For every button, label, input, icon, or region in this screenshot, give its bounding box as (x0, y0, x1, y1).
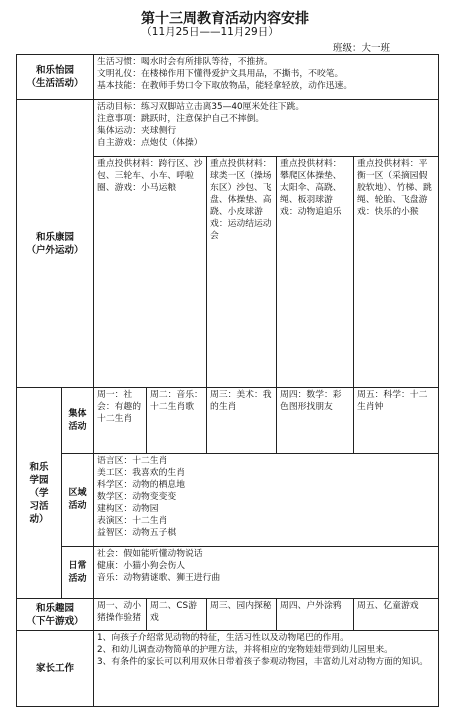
sports-area-cell: 重点投供材料：跨行区、沙包、三轮车、小车、呼啦圈、游戏：小马运粮 (94, 157, 207, 388)
area-line: 益智区：动物五子棋 (97, 528, 177, 538)
play-day-cell: 周三、园内探秘 (207, 599, 277, 631)
life-row (17, 55, 439, 100)
play-row (17, 599, 439, 631)
group-activity-label: 集体 活动 (62, 388, 94, 454)
area-line: 建构区：动物园 (97, 504, 159, 514)
learning-group-row (17, 388, 439, 454)
daily-activity-content (94, 547, 439, 599)
parents-line: 2、和幼儿调查动物简单的护理方法，并将相应的宠物娃娃带到幼儿园里来。 (97, 645, 393, 655)
group-day-cell: 周五：科学：十二生肖钟 (354, 388, 439, 454)
date-range: （11月25日——11月29日） (141, 26, 279, 38)
area-line: 科学区：动物的栖息地 (97, 480, 185, 490)
sports-line: 活动目标：练习双脚站立击离35—40厘米处往下跳。 (97, 102, 305, 112)
life-line: 文明礼仪：在楼梯作用下懂得爱护文具用品，不撕书，不咬笔。 (97, 69, 344, 79)
group-day-cell: 周一：社会：有趣的十二生肖 (94, 388, 147, 454)
life-line: 基本技能：在教师手势口令下取放物品，能轻拿轻放，动作迅速。 (97, 81, 353, 91)
learning-section-label: 和乐 学园 （学 习活 动） (17, 388, 62, 599)
sports-line: 注意事项：跳跃时，注意保护自己不摔倒。 (97, 114, 265, 124)
sports-area-cell: 重点投供材料：平衡一区（采摘园假胶软地）、竹梯、跳绳、轮胎、飞盘游戏：快乐的小猴 (354, 157, 439, 388)
play-day-cell: 周二、CS游戏 (147, 599, 207, 631)
sports-section-label: 和乐康园 （户外运动） (17, 100, 94, 388)
page-title: 第十三周教育活动内容安排 (141, 11, 309, 27)
daily-line: 社会：假如能听懂动物说话 (97, 549, 203, 559)
parents-content (94, 631, 439, 707)
play-day-cell: 周四、户外涂鸦 (277, 599, 354, 631)
sports-line: 自主游戏：点炮仗（体操） (97, 138, 203, 148)
parents-section-label: 家长工作 (17, 631, 94, 707)
group-day-cell: 周四：数学：彩色图形找朋友 (277, 388, 354, 454)
class-name: 班级：大一班 (332, 43, 390, 54)
schedule-table (16, 54, 439, 707)
life-content (94, 55, 439, 100)
sports-area-cell: 重点投供材料：攀爬区体操垫、太阳伞、高跷、绳、板羽球游戏：动物追追乐 (277, 157, 354, 388)
life-section-label: 和乐怡园 （生活活动） (17, 55, 94, 100)
group-day-cell: 周二：音乐：十二生肖歌 (147, 388, 207, 454)
sports-goal-row (17, 100, 439, 157)
play-day-cell: 周一、动小猪操作验猪 (94, 599, 147, 631)
sports-line: 集体运动：夹球侧行 (97, 126, 177, 136)
area-line: 表演区：十二生肖 (97, 516, 168, 526)
group-day-cell: 周三：美术：我的生肖 (207, 388, 277, 454)
parents-row (17, 631, 439, 707)
area-activity-label: 区域 活动 (62, 454, 94, 547)
daily-line: 音乐：动物猜谜歌、狮王进行曲 (97, 573, 221, 583)
area-line: 数学区：动物变变变 (97, 492, 177, 502)
schedule-sheet (16, 54, 438, 707)
sports-area-cell: 重点投供材料：球类一区（操场东区）沙包、飞盘、体操垫、高跷、小皮球游戏：运动结运动会 (207, 157, 277, 388)
area-line: 美工区：我喜欢的生肖 (97, 468, 185, 478)
parents-line: 3、有条件的家长可以利用双休日带着孩子参观动物园，丰富幼儿对动物方面的知识。 (97, 657, 429, 667)
daily-line: 健康：小猫小狗会伤人 (97, 561, 185, 571)
play-day-cell: 周五、亿童游戏 (354, 599, 439, 631)
area-line: 语言区：十二生肖 (97, 456, 168, 466)
parents-line: 1、向孩子介绍常见动物的特征，生活习性以及动物尾巴的作用。 (97, 633, 349, 643)
learning-daily-row (17, 547, 439, 599)
learning-area-row (17, 454, 439, 547)
daily-activity-label: 日常 活动 (62, 547, 94, 599)
play-section-label: 和乐趣园 （下午游戏） (17, 599, 94, 631)
area-activity-content (94, 454, 439, 547)
life-line: 生活习惯：喝水时会有所排队等待，不推挤。 (97, 57, 273, 67)
sports-content (94, 100, 439, 157)
